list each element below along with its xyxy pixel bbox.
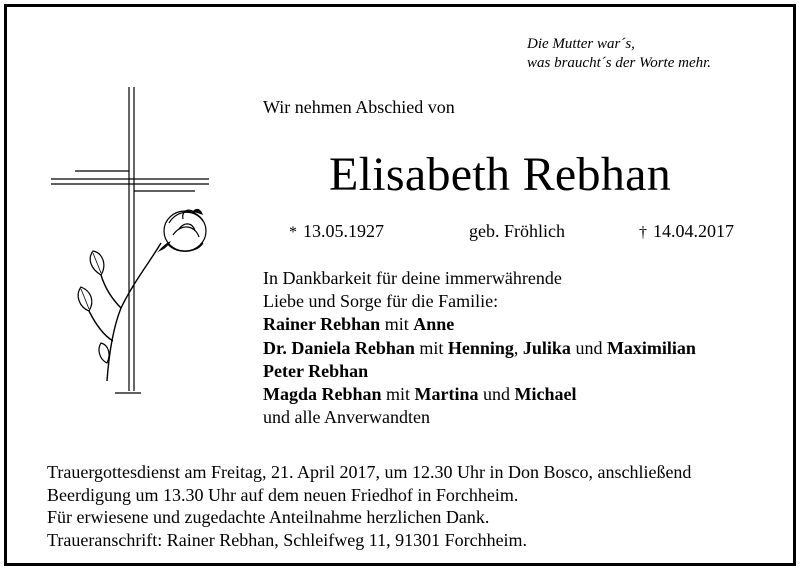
notice-content	[7, 7, 793, 563]
birth-star-icon: *	[289, 224, 297, 241]
intro-text: Wir nehmen Abschied von	[263, 97, 455, 117]
thanks-line-1: In Dankbarkeit für deine immerwährende	[263, 268, 562, 288]
family-line-1	[263, 313, 696, 336]
family-member: Dr. Daniela Rebhan	[263, 337, 415, 358]
service-line-1: Trauergottesdienst am Freitag, 21. April 2017, um 12.30 Uhr in Don Bosco, anschließend	[47, 462, 692, 482]
family-member: Maximilian	[606, 337, 696, 358]
family-member: Henning	[447, 337, 514, 358]
birth-info	[289, 221, 384, 242]
cross-with-rose-icon	[45, 83, 225, 403]
family-member: Michael	[514, 384, 577, 405]
family-block	[263, 267, 696, 429]
service-line-2: Beerdigung um 13.30 Uhr auf dem neuen Friedhof in Forchheim.	[47, 484, 519, 505]
family-member: Julika	[522, 337, 571, 358]
family-member: Magda Rebhan	[263, 384, 382, 405]
thanks-line-2: Liebe und Sorge für die Familie:	[263, 291, 499, 312]
motto-line-2: was braucht´s der Worte mehr.	[527, 55, 712, 71]
death-date: 14.04.2017	[653, 221, 734, 241]
service-info	[47, 461, 691, 551]
maiden-name: geb. Fröhlich	[469, 221, 565, 241]
death-cross-icon: †	[639, 224, 647, 241]
birth-date: 13.05.1927	[303, 221, 384, 241]
family-line-4	[263, 383, 696, 406]
family-member: Anne	[413, 314, 455, 335]
family-member: Martina	[414, 384, 479, 405]
family-line-3	[263, 360, 696, 383]
notice-frame	[4, 4, 796, 566]
family-member: Peter Rebhan	[263, 360, 369, 381]
connector: mit	[414, 337, 448, 358]
deceased-name: Elisabeth Rebhan	[329, 148, 672, 201]
motto	[527, 35, 711, 73]
family-closing: und alle Anverwandten	[263, 407, 430, 428]
connector: mit	[380, 314, 414, 335]
service-line-4: Traueranschrift: Rainer Rebhan, Schleifweg 11, 91301 Forchheim.	[47, 529, 528, 550]
connector: mit	[381, 384, 415, 405]
service-line-3: Für erwiesene und zugedachte Anteilnahme herzlichen Dank.	[47, 507, 490, 527]
family-line-2	[263, 337, 696, 360]
motto-line-1: Die Mutter war´s,	[527, 36, 635, 52]
death-info	[639, 221, 734, 242]
connector: ,	[513, 337, 523, 358]
connector: und	[570, 337, 607, 358]
connector: und	[478, 384, 515, 405]
family-member: Rainer Rebhan	[263, 314, 381, 335]
